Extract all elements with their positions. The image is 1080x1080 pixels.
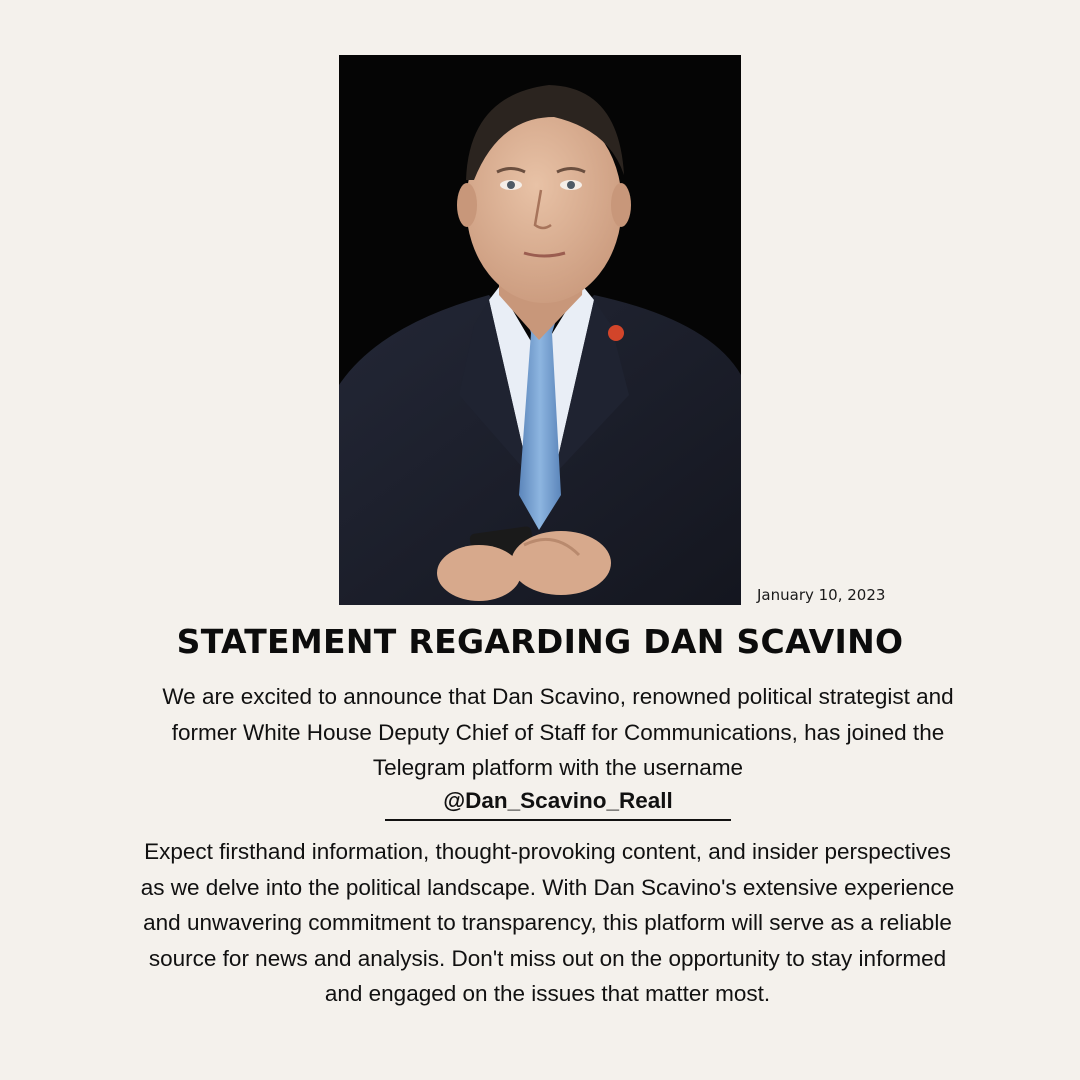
telegram-username: @Dan_Scavino_Reall — [385, 786, 731, 821]
body-paragraph: Expect firsthand information, thought-provoking content, and insider perspectives as we delve into the political landscape. With Dan Scavino's extensive experience and unwavering commitment to transparency, this platform will serve as a reliable source for news and analysis. Don't miss out on the opportunity to stay informed and engaged on the issues that matter most. — [140, 839, 955, 1006]
post-date: January 10, 2023 — [757, 586, 886, 604]
intro-paragraph: We are excited to announce that Dan Scavino, renowned political strategist and former White House Deputy Chief of Staff for Communications, has joined the Telegram platform with the username — [162, 684, 954, 780]
portrait-illustration — [339, 55, 741, 605]
statement-title: STATEMENT REGARDING DAN SCAVINO — [176, 622, 904, 661]
portrait-photo — [339, 55, 741, 605]
